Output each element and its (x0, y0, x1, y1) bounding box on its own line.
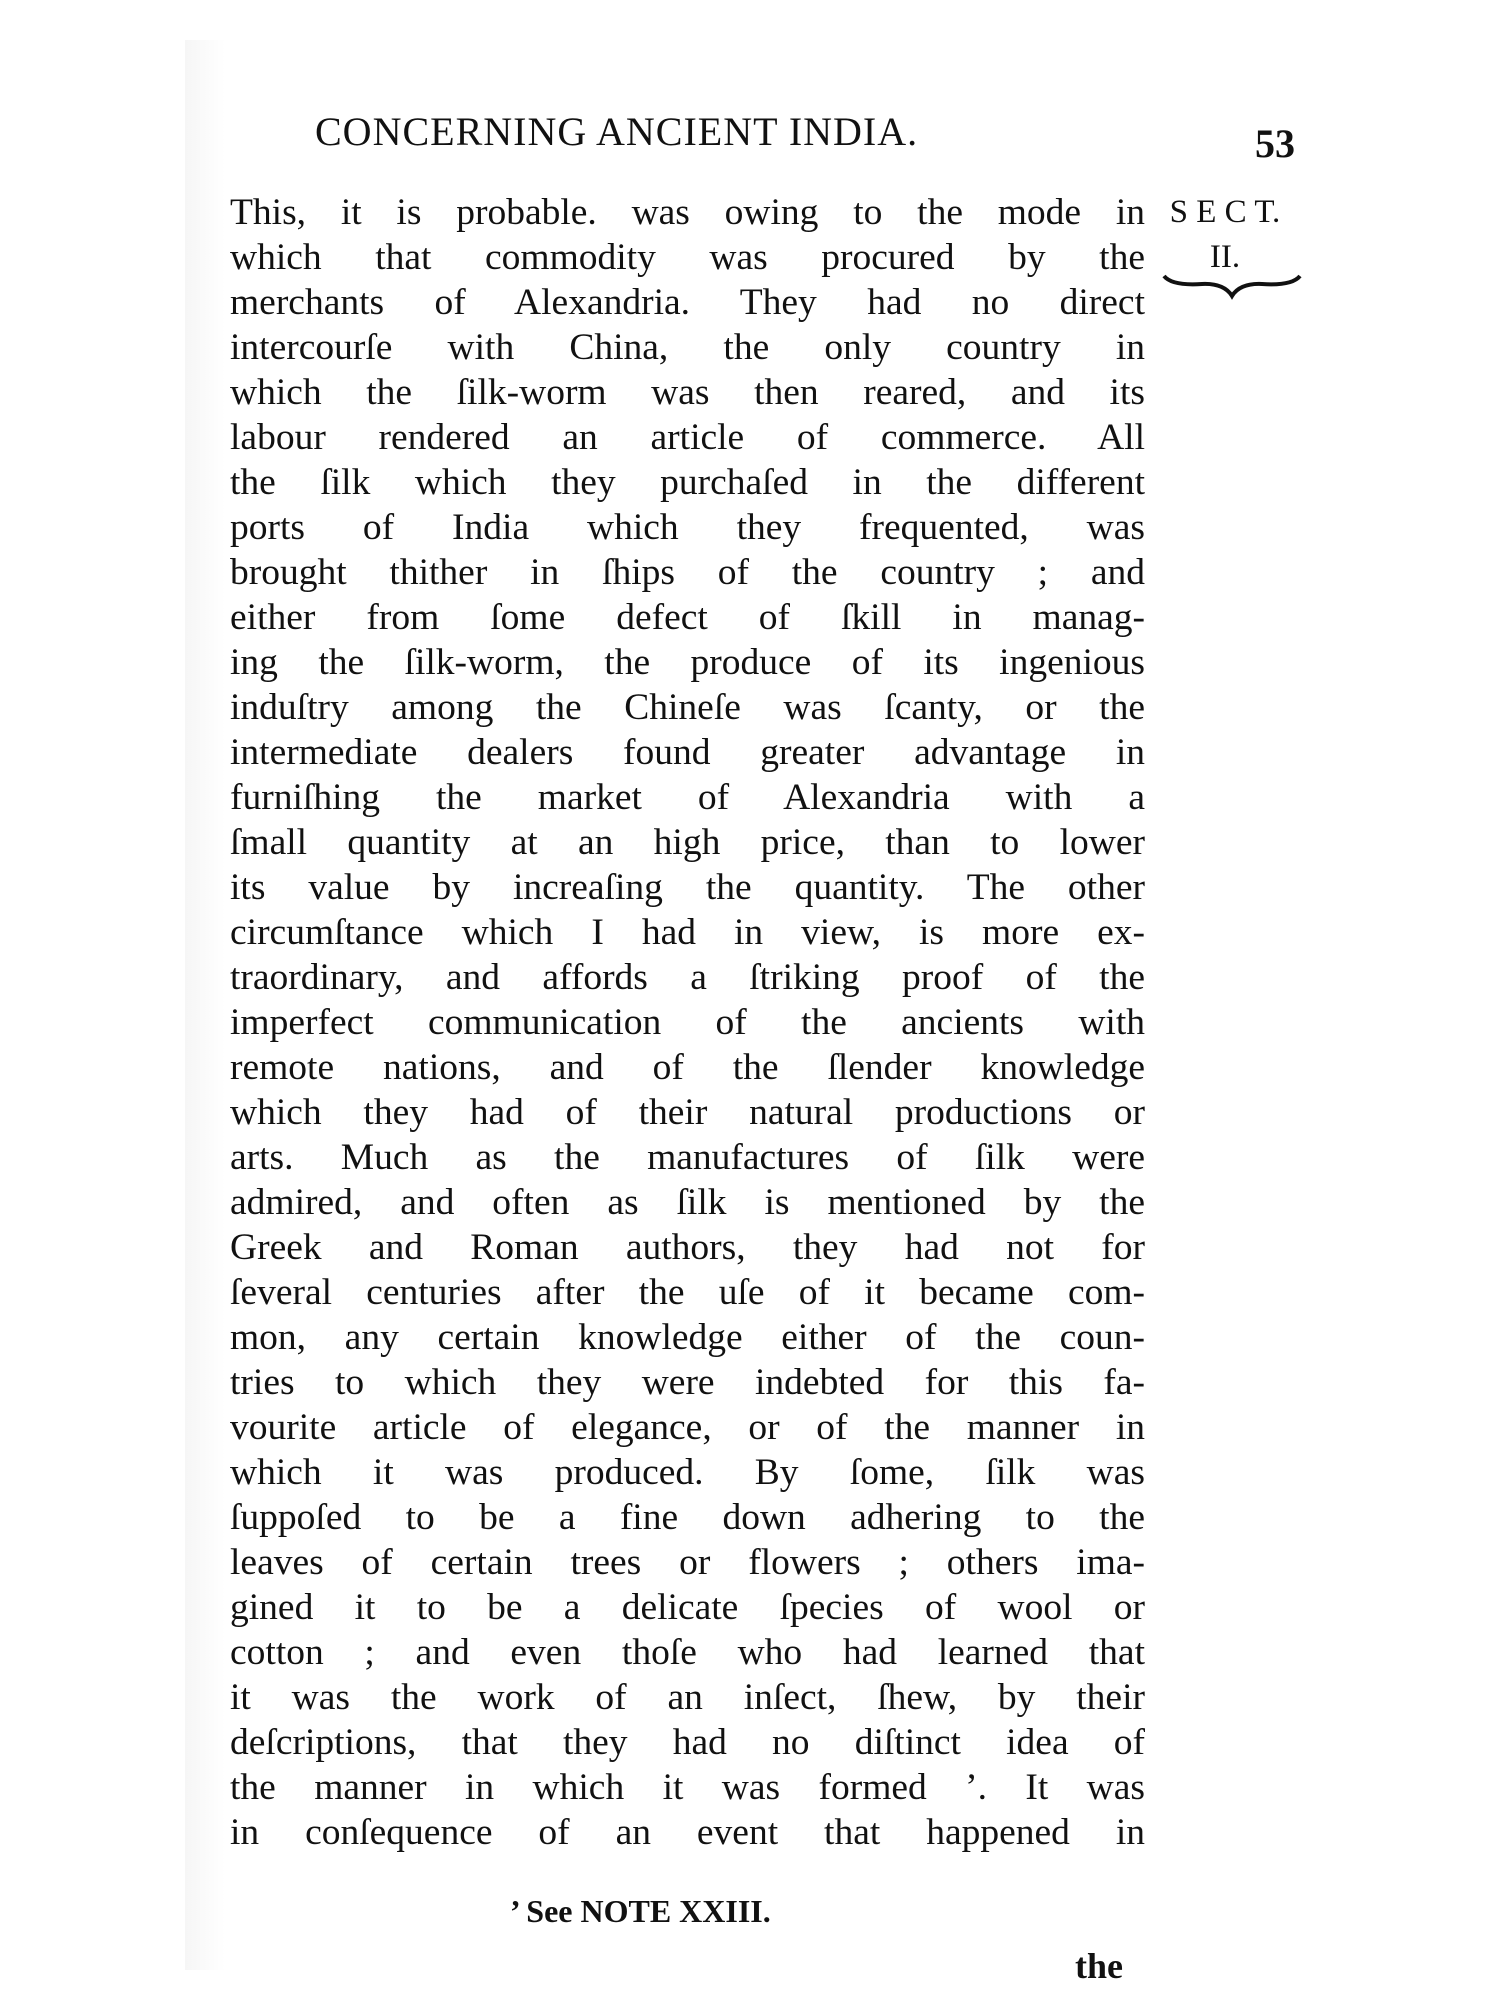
text-line-content: leaves of certain trees or flowers ; others ima- (230, 1542, 1145, 1583)
text-line-content: vourite article of elegance, or of the manner in (230, 1407, 1145, 1448)
text-line (230, 415, 1145, 460)
text-line-content: ing the ſilk-worm, the produce of its ingenious (230, 642, 1145, 683)
text-line-content: traordinary, and affords a ſtriking proof of the (230, 957, 1145, 998)
text-line (230, 190, 1145, 235)
text-line-content: which they had of their natural productions or (230, 1092, 1145, 1133)
text-line-content: circumſtance which I had in view, is more ex- (230, 912, 1145, 953)
text-line-content: cotton ; and even thoſe who had learned that (230, 1632, 1145, 1673)
text-line-content: admired, and often as ſilk is mentioned by the (230, 1182, 1145, 1223)
text-line (230, 505, 1145, 550)
margin-note-number: II. (1209, 239, 1241, 275)
text-line (230, 1540, 1145, 1585)
text-line (230, 1450, 1145, 1495)
text-line-content: brought thither in ſhips of the country ; and (230, 552, 1145, 593)
running-head: CONCERNING ANCIENT INDIA. (315, 109, 919, 154)
text-line-content: tries to which they were indebted for this fa- (230, 1362, 1145, 1403)
text-line (230, 1045, 1145, 1090)
text-line-content: induſtry among the Chineſe was ſcanty, or the (230, 687, 1145, 728)
text-line (230, 955, 1145, 1000)
text-line-content: intermediate dealers found greater advantage in (230, 732, 1145, 773)
text-line (230, 1270, 1145, 1315)
text-line (230, 460, 1145, 505)
text-line (230, 1360, 1145, 1405)
text-line-content: either from ſome defect of ſkill in manag- (230, 597, 1145, 638)
text-line-content: the ſilk which they purchaſed in the different (230, 462, 1145, 503)
body-text (230, 190, 1145, 1855)
text-line-content: ſuppoſed to be a fine down adhering to the (230, 1497, 1145, 1538)
text-line (230, 235, 1145, 280)
text-line-content: gined it to be a delicate ſpecies of wool or (230, 1587, 1145, 1628)
text-line (230, 865, 1145, 910)
page-number: 53 (1255, 121, 1295, 166)
text-line (230, 1315, 1145, 1360)
text-line-content: This, it is probable. was owing to the mode in (230, 192, 1145, 233)
text-line (230, 1225, 1145, 1270)
text-line-content: mon, any certain knowledge either of the coun- (230, 1317, 1145, 1358)
text-line (230, 1675, 1145, 1720)
text-line (230, 1495, 1145, 1540)
text-line (230, 730, 1145, 775)
text-line-content: remote nations, and of the ſlender knowledge (230, 1047, 1145, 1088)
text-line-content: which it was produced. By ſome, ſilk was (230, 1452, 1145, 1493)
text-line-content: it was the work of an inſect, ſhew, by their (230, 1677, 1145, 1718)
text-line (230, 685, 1145, 730)
text-line (230, 1585, 1145, 1630)
text-line-content: the manner in which it was formed ’. It was (230, 1767, 1145, 1808)
text-line (230, 1765, 1145, 1810)
text-line (230, 1810, 1145, 1855)
text-line (230, 595, 1145, 640)
text-line (230, 1135, 1145, 1180)
brace-icon (1162, 270, 1302, 300)
text-line-content: Greek and Roman authors, they had not for (230, 1227, 1145, 1268)
text-line-content: which the ſilk-worm was then reared, and its (230, 372, 1145, 413)
text-line (230, 775, 1145, 820)
text-line-content: in conſequence of an event that happened in (230, 1812, 1145, 1853)
text-line-content: merchants of Alexandria. They had no direct (230, 282, 1145, 323)
text-line (230, 910, 1145, 955)
text-line (230, 550, 1145, 595)
text-line-content: which that commodity was procured by the (230, 237, 1145, 278)
text-line-content: deſcriptions, that they had no diſtinct idea of (230, 1722, 1145, 1763)
catchword: the (1075, 1946, 1123, 1986)
text-line-content: ports of India which they frequented, was (230, 507, 1145, 548)
margin-note (1150, 190, 1300, 280)
text-line-content: ſeveral centuries after the uſe of it became com- (230, 1272, 1145, 1313)
text-line-content: intercourſe with China, the only country in (230, 327, 1145, 368)
text-line (230, 370, 1145, 415)
text-line (230, 1720, 1145, 1765)
text-line-content: arts. Much as the manufactures of ſilk were (230, 1137, 1145, 1178)
margin-note-section: S E C T. (1169, 194, 1281, 230)
text-line (230, 1405, 1145, 1450)
text-line (230, 1090, 1145, 1135)
text-line-content: its value by increaſing the quantity. The other (230, 867, 1145, 908)
text-line-content: furniſhing the market of Alexandria with a (230, 777, 1145, 818)
text-line-content: labour rendered an article of commerce. All (230, 417, 1145, 458)
text-line (230, 1180, 1145, 1225)
text-line (230, 1630, 1145, 1675)
text-line-content: imperfect communication of the ancients with (230, 1002, 1145, 1043)
footnote: ’ See NOTE XXIII. (510, 1893, 771, 1929)
text-line (230, 1000, 1145, 1045)
text-line (230, 640, 1145, 685)
text-line-content: ſmall quantity at an high price, than to lower (230, 822, 1145, 863)
text-line (230, 820, 1145, 865)
text-line (230, 280, 1145, 325)
text-line (230, 325, 1145, 370)
